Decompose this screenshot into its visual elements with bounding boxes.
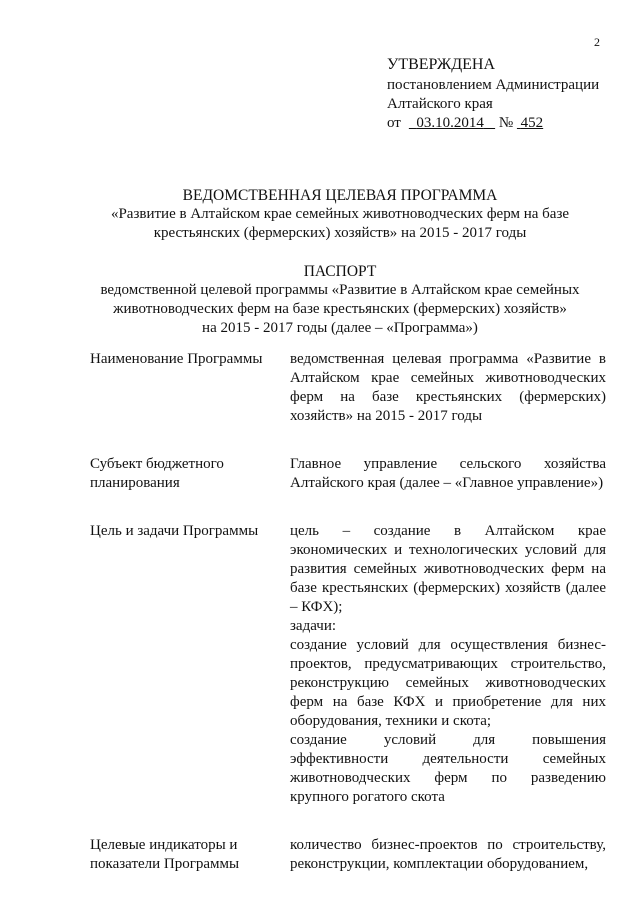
passport-line-2: животноводческих ферм на базе крестьянских (фермерских) хозяйств» <box>113 301 567 317</box>
approval-line-1: постановлением Администрации <box>387 77 600 93</box>
program-title <box>80 186 600 243</box>
table-row <box>90 350 606 426</box>
row-label: Наименование Программы <box>90 351 263 367</box>
title-line-2: «Развитие в Алтайском крае семейных животноводческих ферм на базе <box>110 206 570 222</box>
table-row <box>90 522 606 807</box>
task-2-paragraph: создание условий для повышения эффективности деятельности семейных животноводческих ферм по разведению крупного рогатого скота <box>290 732 606 805</box>
approval-heading: УТВЕРЖДЕНА <box>387 56 496 73</box>
row-value: Главное управление сельского хозяйства Алтайского края (далее – «Главное управление») <box>290 456 606 491</box>
passport-line-3: на 2015 - 2017 годы (далее – «Программа») <box>202 320 478 336</box>
approval-date: 03.10.2014 <box>416 115 484 131</box>
row-value: количество бизнес-проектов по строительству, реконструкции, комплектации оборудованием, <box>290 837 606 872</box>
passport-line-1: ведомственной целевой программы «Развитие в Алтайском крае семейных <box>100 282 580 298</box>
row-label: Целевые индикаторы и показатели Программы <box>90 837 240 872</box>
row-label: Субъект бюджетного планирования <box>90 456 224 491</box>
page-number: 2 <box>594 35 600 49</box>
passport-heading: ПАСПОРТ <box>303 263 377 280</box>
table-row <box>90 455 606 493</box>
goal-paragraph: цель – создание в Алтайском крае экономических и технологических условий для развития семейных животноводческих ферм на базе крестьянских (фермерских) хозяйств (далее – КФХ); <box>290 523 606 615</box>
approval-number: 452 <box>520 115 544 131</box>
tasks-heading: задачи: <box>290 618 337 634</box>
passport-table <box>90 350 606 903</box>
approval-date-line <box>387 114 627 133</box>
table-row <box>90 836 606 874</box>
passport-title <box>80 262 600 338</box>
row-label: Цель и задачи Программы <box>90 523 259 539</box>
row-value: ведомственная целевая программа «Развитие в Алтайском крае семейных животноводческих ферм на базе крестьянских (фермерских) хозяйств» на 2015 - 2017 годы <box>290 351 606 424</box>
date-prefix: от <box>387 115 401 131</box>
row-value <box>290 522 606 807</box>
title-line-3: крестьянских (фермерских) хозяйств» на 2015 - 2017 годы <box>153 225 527 241</box>
approval-line-2: Алтайского края <box>387 96 493 112</box>
approval-stamp <box>387 55 627 133</box>
number-prefix: № <box>498 115 514 131</box>
task-1-paragraph: создание условий для осуществления бизнес-проектов, предусматривающих строительство, реконструкцию семейных животноводческих ферм на базе КФХ и приобретение для них оборудования, техники и скота; <box>290 637 606 729</box>
title-line-1: ВЕДОМСТВЕННАЯ ЦЕЛЕВАЯ ПРОГРАММА <box>182 187 498 204</box>
